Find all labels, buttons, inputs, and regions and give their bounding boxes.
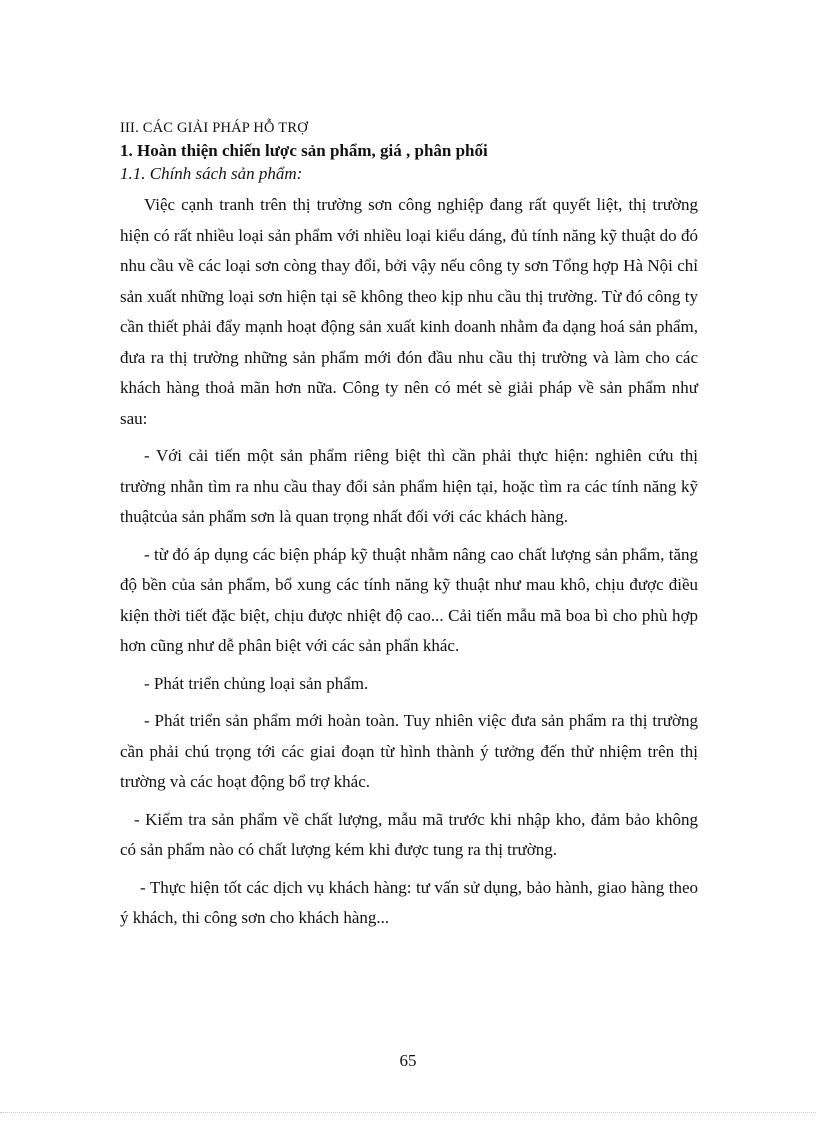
bullet-paragraph: - Thực hiện tốt các dịch vụ khách hàng: tư vấn sử dụng, bảo hành, giao hàng theo ý khách, thi công sơn cho khách hàng... [120,877,698,927]
intro-paragraph: Việc cạnh tranh trên thị trường sơn công nghiệp đang rất quyết liệt, thị trường hiện có rất nhiều loại sản phẩm với nhiều loại kiểu dáng, đủ tính năng kỹ thuật do đó nhu cầu về các loại sơn còng thay đổi, bởi vậy nếu công ty sơn Tổng hợp Hà Nội chỉ sản xuất những loại sơn hiện tại sẽ không theo kịp nhu cầu thị trường. Từ đó công ty cần thiết phải đẩy mạnh hoạt động sản xuất kinh doanh nhằm đa dạng hoá sản phẩm, đưa ra thị trường những sản phẩm mới đón đầu nhu cầu thị trường và làm cho các khách hàng thoả mãn hơn nữa. Công ty nên có mét sè giải pháp về sản phẩm như sau: [120,195,698,428]
page-content [120,117,698,941]
bullet-paragraph: - từ đó áp dụng các biện pháp kỹ thuật nhằm nâng cao chất lượng sản phẩm, tăng độ bền của sản phẩm, bổ xung các tính năng kỹ thuật như mau khô, chịu được điều kiện thời tiết đặc biệt, chịu được nhiệt độ cao... Cải tiến mẫu mã boa bì cho phù hợp hơn cũng như dễ phân biệt với các sản phẩn khác. [120,544,698,655]
page-number: 65 [399,1051,417,1070]
section-title: III. CÁC GIẢI PHÁP HỖ TRỢ [120,120,308,136]
bullet-paragraph: - Với cải tiến một sản phẩm riêng biệt thì cần phải thực hiện: nghiên cứu thị trường nhằn tìm ra nhu cầu thay đổi sản phẩm hiện tại, hoặc tìm ra các tính năng kỹ thuậtcủa sản phẩm sơn là quan trọng nhất đối với các khách hàng. [120,446,698,526]
bullet-paragraph: - Kiểm tra sản phẩm về chất lượng, mẫu mã trước khi nhập kho, đảm bảo không có sản phẩm nào có chất lượng kém khi được tung ra thị trường. [120,809,698,859]
bullet-paragraph: - Phát triển sản phẩm mới hoàn toàn. Tuy nhiên việc đưa sản phẩm ra thị trường cần phải chú trọng tới các giai đoạn từ hình thành ý tưởng đến thử nhiệm trên thị trường và các hoạt động bổ trợ khác. [120,711,698,791]
subsection-title: 1. Hoàn thiện chiến lược sản phẩm, giá , phân phối [120,141,488,160]
subsubsection-title: 1.1. Chính sách sản phẩm: [120,164,303,183]
bullet-paragraph: - Phát triển chủng loại sản phẩm. [144,673,369,693]
page-bottom-divider [0,1112,816,1113]
